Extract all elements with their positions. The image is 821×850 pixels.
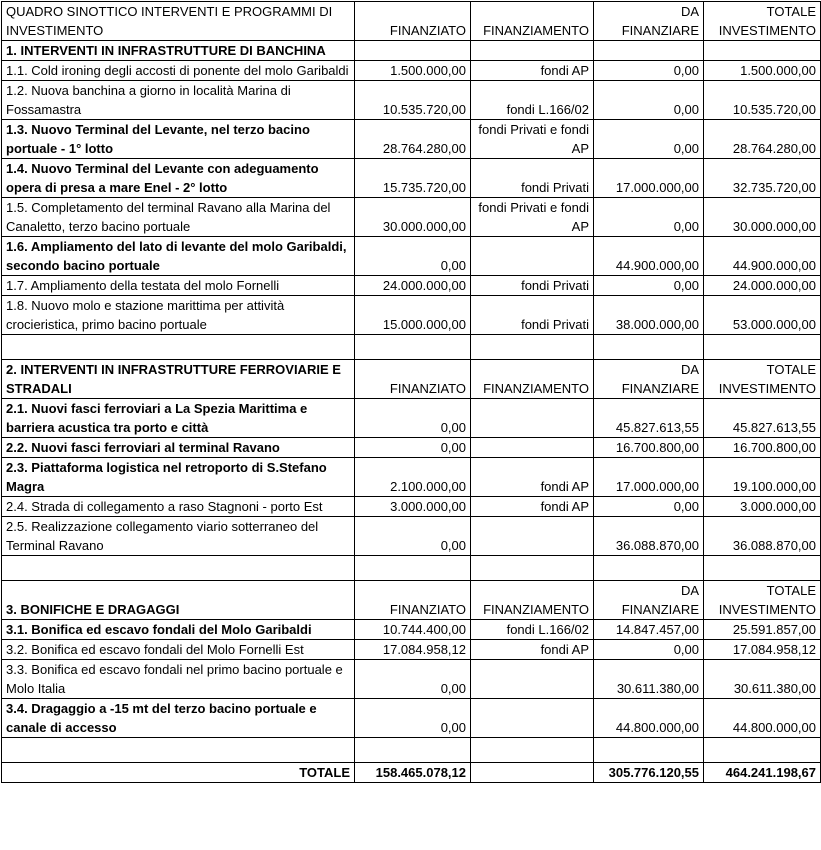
header-da-finanziare: DA FINANZIARE <box>594 2 704 41</box>
header-finanziato: FINANZIATO <box>355 581 471 620</box>
row-totale: 24.000.000,00 <box>704 276 821 296</box>
table-row <box>2 497 821 517</box>
row-finanziato: 1.500.000,00 <box>355 61 471 81</box>
row-finanziamento: fondi AP <box>471 61 594 81</box>
header-finanziato: FINANZIATO <box>355 360 471 399</box>
row-finanziamento <box>471 660 594 699</box>
empty-cell <box>471 738 594 763</box>
row-totale: 30.000.000,00 <box>704 198 821 237</box>
row-finanziamento: fondi AP <box>471 497 594 517</box>
total-finanziato: 158.465.078,12 <box>355 763 471 783</box>
spacer-row <box>2 738 821 763</box>
table-row <box>2 458 821 497</box>
table-row <box>2 81 821 120</box>
row-finanziato: 10.535.720,00 <box>355 81 471 120</box>
table-row <box>2 660 821 699</box>
empty-cell <box>594 41 704 61</box>
row-da-finanziare: 0,00 <box>594 120 704 159</box>
section-header-row <box>2 581 821 620</box>
empty-cell <box>2 738 355 763</box>
row-totale: 25.591.857,00 <box>704 620 821 640</box>
row-da-finanziare: 14.847.457,00 <box>594 620 704 640</box>
empty-cell <box>2 335 355 360</box>
header-totale-investimento: TOTALE INVESTIMENTO <box>704 360 821 399</box>
row-finanziato: 30.000.000,00 <box>355 198 471 237</box>
row-description: 1.5. Completamento del terminal Ravano alla Marina del Canaletto, terzo bacino portuale <box>2 198 355 237</box>
row-totale: 16.700.800,00 <box>704 438 821 458</box>
row-totale: 3.000.000,00 <box>704 497 821 517</box>
empty-cell <box>471 335 594 360</box>
row-da-finanziare: 0,00 <box>594 198 704 237</box>
row-da-finanziare: 17.000.000,00 <box>594 159 704 198</box>
total-finanziamento <box>471 763 594 783</box>
table-row <box>2 159 821 198</box>
row-finanziamento: fondi Privati <box>471 296 594 335</box>
empty-cell <box>355 738 471 763</box>
spacer-row <box>2 556 821 581</box>
row-finanziamento <box>471 399 594 438</box>
header-totale-investimento: TOTALE INVESTIMENTO <box>704 2 821 41</box>
row-da-finanziare: 38.000.000,00 <box>594 296 704 335</box>
empty-cell <box>704 556 821 581</box>
row-description: 3.2. Bonifica ed escavo fondali del Molo Fornelli Est <box>2 640 355 660</box>
row-da-finanziare: 16.700.800,00 <box>594 438 704 458</box>
row-da-finanziare: 0,00 <box>594 640 704 660</box>
table-row <box>2 620 821 640</box>
section-title: 2. INTERVENTI IN INFRASTRUTTURE FERROVIARIE E STRADALI <box>2 360 355 399</box>
row-finanziamento: fondi Privati <box>471 159 594 198</box>
header-da-finanziare: DA FINANZIARE <box>594 360 704 399</box>
row-finanziamento <box>471 237 594 276</box>
row-description: 1.2. Nuova banchina a giorno in località Marina di Fossamastra <box>2 81 355 120</box>
table-row <box>2 61 821 81</box>
row-totale: 44.800.000,00 <box>704 699 821 738</box>
row-finanziato: 0,00 <box>355 237 471 276</box>
header-finanziamento: FINANZIAMENTO <box>471 360 594 399</box>
row-totale: 30.611.380,00 <box>704 660 821 699</box>
empty-cell <box>704 738 821 763</box>
empty-cell <box>2 556 355 581</box>
row-description: 2.1. Nuovi fasci ferroviari a La Spezia Marittima e barriera acustica tra porto e città <box>2 399 355 438</box>
empty-cell <box>594 335 704 360</box>
table-title: QUADRO SINOTTICO INTERVENTI E PROGRAMMI DI INVESTIMENTO <box>2 2 355 41</box>
header-finanziato: FINANZIATO <box>355 2 471 41</box>
row-da-finanziare: 45.827.613,55 <box>594 399 704 438</box>
header-da-finanziare: DA FINANZIARE <box>594 581 704 620</box>
row-da-finanziare: 0,00 <box>594 276 704 296</box>
row-finanziato: 17.084.958,12 <box>355 640 471 660</box>
total-label: TOTALE <box>2 763 355 783</box>
row-totale: 45.827.613,55 <box>704 399 821 438</box>
empty-cell <box>355 41 471 61</box>
row-description: 3.3. Bonifica ed escavo fondali nel primo bacino portuale e Molo Italia <box>2 660 355 699</box>
row-finanziamento: fondi Privati e fondi AP <box>471 120 594 159</box>
header-totale-investimento: TOTALE INVESTIMENTO <box>704 581 821 620</box>
row-totale: 36.088.870,00 <box>704 517 821 556</box>
row-da-finanziare: 0,00 <box>594 81 704 120</box>
row-finanziamento: fondi Privati e fondi AP <box>471 198 594 237</box>
empty-cell <box>355 556 471 581</box>
table-row <box>2 399 821 438</box>
row-description: 1.1. Cold ironing degli accosti di ponente del molo Garibaldi <box>2 61 355 81</box>
row-finanziato: 15.735.720,00 <box>355 159 471 198</box>
table-header-row <box>2 2 821 41</box>
table-body <box>2 2 821 783</box>
section-title: 3. BONIFICHE E DRAGAGGI <box>2 581 355 620</box>
empty-cell <box>594 556 704 581</box>
investment-table <box>1 1 821 783</box>
row-da-finanziare: 44.900.000,00 <box>594 237 704 276</box>
row-finanziamento <box>471 699 594 738</box>
table-row <box>2 699 821 738</box>
empty-cell <box>471 556 594 581</box>
row-description: 1.8. Nuovo molo e stazione marittima per attività crocieristica, primo bacino portuale <box>2 296 355 335</box>
empty-cell <box>471 41 594 61</box>
row-finanziamento: fondi AP <box>471 640 594 660</box>
total-da-finanziare: 305.776.120,55 <box>594 763 704 783</box>
row-finanziato: 0,00 <box>355 660 471 699</box>
row-description: 2.2. Nuovi fasci ferroviari al terminal Ravano <box>2 438 355 458</box>
row-finanziato: 0,00 <box>355 438 471 458</box>
total-totale: 464.241.198,67 <box>704 763 821 783</box>
row-finanziamento: fondi Privati <box>471 276 594 296</box>
row-finanziato: 15.000.000,00 <box>355 296 471 335</box>
header-finanziamento: FINANZIAMENTO <box>471 581 594 620</box>
row-description: 2.4. Strada di collegamento a raso Stagnoni - porto Est <box>2 497 355 517</box>
table-row <box>2 296 821 335</box>
table-row <box>2 438 821 458</box>
spacer-row <box>2 335 821 360</box>
row-description: 2.5. Realizzazione collegamento viario sotterraneo del Terminal Ravano <box>2 517 355 556</box>
row-finanziato: 10.744.400,00 <box>355 620 471 640</box>
row-totale: 1.500.000,00 <box>704 61 821 81</box>
empty-cell <box>704 41 821 61</box>
section-title: 1. INTERVENTI IN INFRASTRUTTURE DI BANCHINA <box>2 41 355 61</box>
header-finanziamento: FINANZIAMENTO <box>471 2 594 41</box>
row-totale: 28.764.280,00 <box>704 120 821 159</box>
row-description: 1.6. Ampliamento del lato di levante del molo Garibaldi, secondo bacino portuale <box>2 237 355 276</box>
row-da-finanziare: 0,00 <box>594 497 704 517</box>
row-finanziamento <box>471 438 594 458</box>
row-totale: 44.900.000,00 <box>704 237 821 276</box>
row-description: 1.4. Nuovo Terminal del Levante con adeguamento opera di presa a mare Enel - 2° lotto <box>2 159 355 198</box>
row-finanziato: 0,00 <box>355 517 471 556</box>
table-row <box>2 198 821 237</box>
row-totale: 53.000.000,00 <box>704 296 821 335</box>
row-description: 3.1. Bonifica ed escavo fondali del Molo Garibaldi <box>2 620 355 640</box>
empty-cell <box>594 738 704 763</box>
empty-cell <box>704 335 821 360</box>
row-finanziato: 28.764.280,00 <box>355 120 471 159</box>
row-finanziato: 2.100.000,00 <box>355 458 471 497</box>
row-da-finanziare: 36.088.870,00 <box>594 517 704 556</box>
row-da-finanziare: 44.800.000,00 <box>594 699 704 738</box>
table-row <box>2 237 821 276</box>
section-title-row <box>2 41 821 61</box>
table-row <box>2 276 821 296</box>
row-description: 2.3. Piattaforma logistica nel retroporto di S.Stefano Magra <box>2 458 355 497</box>
row-description: 3.4. Dragaggio a -15 mt del terzo bacino portuale e canale di accesso <box>2 699 355 738</box>
row-finanziamento: fondi L.166/02 <box>471 81 594 120</box>
row-finanziato: 0,00 <box>355 399 471 438</box>
row-totale: 19.100.000,00 <box>704 458 821 497</box>
row-finanziamento: fondi AP <box>471 458 594 497</box>
row-description: 1.3. Nuovo Terminal del Levante, nel terzo bacino portuale - 1° lotto <box>2 120 355 159</box>
empty-cell <box>355 335 471 360</box>
row-finanziamento: fondi L.166/02 <box>471 620 594 640</box>
table-row <box>2 120 821 159</box>
row-totale: 10.535.720,00 <box>704 81 821 120</box>
row-da-finanziare: 30.611.380,00 <box>594 660 704 699</box>
row-da-finanziare: 0,00 <box>594 61 704 81</box>
row-da-finanziare: 17.000.000,00 <box>594 458 704 497</box>
row-finanziato: 3.000.000,00 <box>355 497 471 517</box>
total-row <box>2 763 821 783</box>
section-header-row <box>2 360 821 399</box>
row-totale: 32.735.720,00 <box>704 159 821 198</box>
row-finanziamento <box>471 517 594 556</box>
table-row <box>2 517 821 556</box>
row-finanziato: 24.000.000,00 <box>355 276 471 296</box>
table-row <box>2 640 821 660</box>
row-finanziato: 0,00 <box>355 699 471 738</box>
row-description: 1.7. Ampliamento della testata del molo Fornelli <box>2 276 355 296</box>
row-totale: 17.084.958,12 <box>704 640 821 660</box>
